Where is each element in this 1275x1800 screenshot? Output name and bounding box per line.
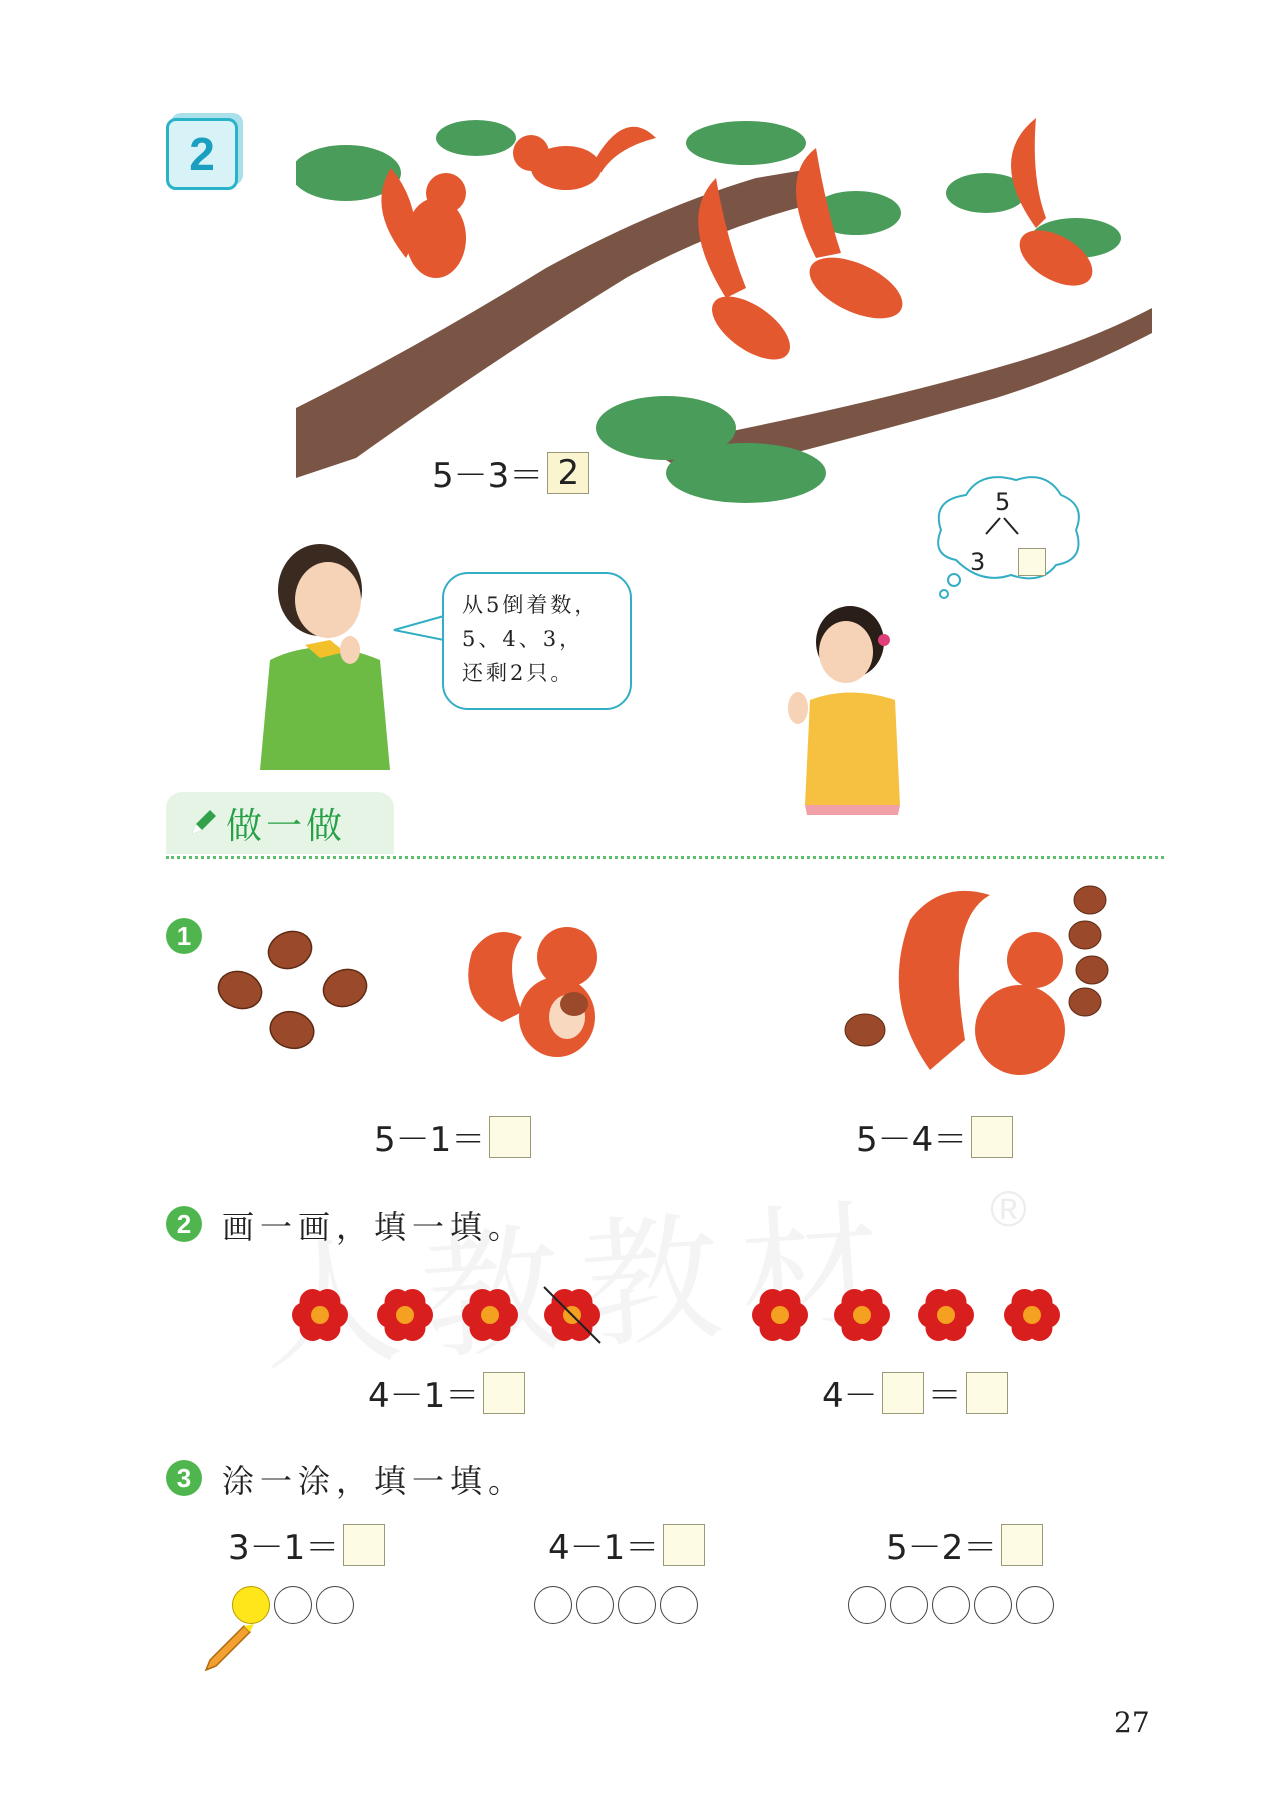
page-number: 27 xyxy=(1114,1706,1150,1739)
equation-text: 5－1＝ xyxy=(374,1120,486,1160)
task-3-circles-group-2 xyxy=(534,1586,698,1624)
equation-text: 5－2＝ xyxy=(886,1528,998,1568)
task-1-equation-left xyxy=(374,1112,531,1161)
task-3-number: 3 xyxy=(166,1460,202,1496)
flower-icon xyxy=(918,1289,974,1341)
flower-icon xyxy=(752,1289,808,1341)
equation-text: 5－3＝ xyxy=(432,456,544,496)
task-2-equation-left xyxy=(368,1368,525,1417)
example-number-badge: 2 xyxy=(166,118,238,190)
watermark xyxy=(254,1154,906,1399)
flower-icon xyxy=(834,1289,890,1341)
registered-mark: ® xyxy=(990,1181,1027,1237)
answer-box[interactable] xyxy=(489,1116,531,1158)
equation-text: 5－4＝ xyxy=(856,1120,968,1160)
flower-icon xyxy=(1004,1289,1060,1341)
equation-text: 4－1＝ xyxy=(548,1528,660,1568)
equation-text: 3－1＝ xyxy=(228,1528,340,1568)
decomposition-part: 3 xyxy=(970,548,986,576)
task-3-equation xyxy=(886,1520,1043,1569)
task-3-instruction: 涂一涂，填一填。 xyxy=(222,1462,527,1500)
answer-box[interactable] xyxy=(343,1524,385,1566)
color-circle[interactable] xyxy=(618,1586,656,1624)
equation-text: ＝ xyxy=(927,1376,962,1416)
tree-squirrels-illustration xyxy=(296,118,1152,518)
answer-box[interactable] xyxy=(483,1372,525,1414)
flower-icon xyxy=(292,1289,348,1341)
equation-text: 4－1＝ xyxy=(368,1376,480,1416)
section-title: 做一做 xyxy=(226,805,347,847)
task-2-number: 2 xyxy=(166,1206,202,1242)
girl-illustration xyxy=(780,600,930,815)
task-3-equation xyxy=(548,1520,705,1569)
squirrel-holding-pinecones xyxy=(840,880,1120,1080)
flower-icon xyxy=(377,1289,433,1341)
task-3-equation xyxy=(228,1520,385,1569)
answer-box[interactable] xyxy=(1001,1524,1043,1566)
answer-box[interactable] xyxy=(971,1116,1013,1158)
color-circle[interactable] xyxy=(848,1586,886,1624)
color-circle[interactable] xyxy=(576,1586,614,1624)
color-circle[interactable] xyxy=(316,1586,354,1624)
color-circle[interactable] xyxy=(1016,1586,1054,1624)
pencil-icon xyxy=(188,808,218,838)
task-2-instruction: 画一画，填一填。 xyxy=(222,1208,527,1246)
pinecones-group xyxy=(210,920,380,1060)
speech-bubble xyxy=(442,572,632,710)
answer-box[interactable] xyxy=(663,1524,705,1566)
speech-line: 5、4、3， xyxy=(462,627,584,651)
color-circle[interactable] xyxy=(890,1586,928,1624)
speech-bubble-tail xyxy=(392,608,448,648)
color-circle[interactable] xyxy=(974,1586,1012,1624)
equation-text: 4－ xyxy=(822,1376,878,1416)
squirrel-holding-pinecone xyxy=(462,912,612,1062)
speech-line: 从5倒着数， xyxy=(462,593,599,617)
task-3-circles-group-3 xyxy=(848,1586,1054,1624)
decomposition-whole: 5 xyxy=(995,488,1011,516)
section-header xyxy=(166,792,394,854)
color-circle[interactable] xyxy=(274,1586,312,1624)
color-circle[interactable] xyxy=(534,1586,572,1624)
subtrahend-box[interactable] xyxy=(882,1372,924,1414)
decomposition-answer-box[interactable] xyxy=(1018,548,1046,576)
color-circle[interactable] xyxy=(932,1586,970,1624)
section-divider xyxy=(166,856,1164,859)
boy-illustration xyxy=(250,540,400,770)
flower-icon xyxy=(462,1289,518,1341)
crayon-icon xyxy=(200,1616,260,1676)
speech-line: 还剩2只。 xyxy=(462,661,575,685)
answer-box[interactable] xyxy=(966,1372,1008,1414)
example-equation xyxy=(432,448,589,497)
task-2-equation-right xyxy=(822,1368,1008,1417)
flower-row xyxy=(290,1280,1080,1350)
task-1-number: 1 xyxy=(166,918,202,954)
color-circle[interactable] xyxy=(660,1586,698,1624)
answer-box[interactable]: 2 xyxy=(547,452,589,494)
task-1-equation-right xyxy=(856,1112,1013,1161)
